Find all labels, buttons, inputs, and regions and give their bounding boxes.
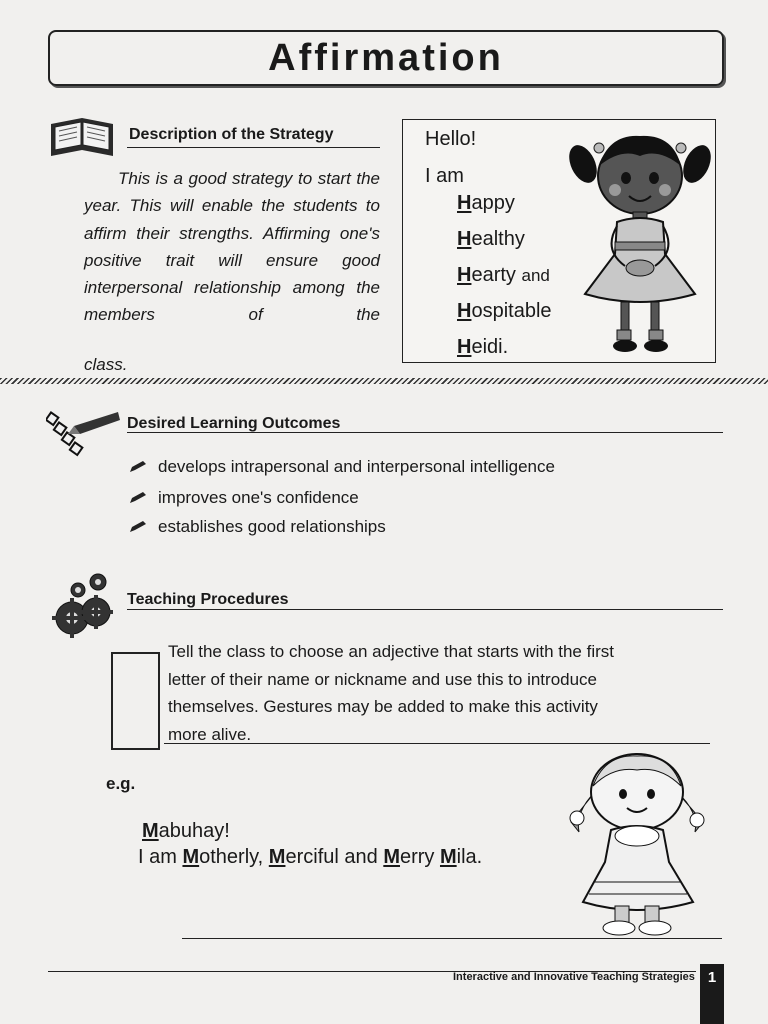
procedure-line: themselves. Gestures may be added to make this activity [168, 697, 598, 716]
procedure-rule [164, 743, 710, 744]
title-box [48, 30, 724, 86]
hello-intro: I am [425, 165, 464, 187]
procedures-rule [127, 609, 723, 610]
hello-word-heidi [457, 336, 508, 359]
hello-word-initial: H [457, 336, 472, 358]
step-box [111, 652, 160, 750]
procedure-line: Tell the class to choose an adjective that starts with the first [168, 642, 614, 661]
outcome-item [128, 457, 555, 477]
page-number: 1 [700, 964, 724, 1024]
checklist-pencil-icon [46, 404, 122, 466]
description-heading: Description of the Strategy [129, 126, 334, 143]
girl-illustration [569, 126, 713, 358]
example-label: e.g. [106, 774, 136, 793]
open-book-icon [49, 116, 115, 160]
example-rest: erciful and [285, 846, 384, 868]
outcomes-rule [127, 432, 723, 433]
example-rest: otherly, [199, 846, 269, 868]
description-last-word: class. [84, 355, 128, 374]
hello-word-initial: H [457, 192, 472, 214]
example-rest: ila. [456, 846, 483, 868]
description-body: This is a good strategy to start the year. This will enable the students to affirm their strengths. Affirming one's positive trait will ensure good interpersonal relationship among the members of the [84, 169, 380, 325]
description-text [84, 165, 380, 329]
outcome-item [128, 488, 359, 508]
pencil-icon [128, 491, 148, 505]
example-line-1 [142, 820, 230, 843]
outcomes-heading: Desired Learning Outcomes [127, 415, 341, 432]
section-divider [0, 378, 768, 384]
example-initial: M [268, 846, 286, 868]
outcome-text: improves one's confidence [158, 488, 359, 507]
hello-word-rest: appy [471, 192, 515, 214]
example-line-2 [138, 846, 482, 869]
example-initial: M [142, 820, 159, 842]
hello-word-hospitable [457, 300, 552, 323]
hello-word-rest: eidi. [471, 336, 509, 358]
hello-word-rest: ospitable [471, 300, 552, 322]
gears-icon [52, 572, 118, 640]
procedure-text [168, 638, 698, 748]
hello-word-rest: earty [471, 264, 516, 286]
example-bottom-rule [182, 938, 722, 939]
outcome-text: develops intrapersonal and interpersonal intelligence [158, 457, 555, 476]
pencil-icon [128, 460, 148, 474]
example-prefix: I am [138, 846, 183, 868]
outcome-text: establishes good relationships [158, 517, 386, 536]
example-initial: M [439, 846, 457, 868]
hello-word-initial: H [457, 228, 472, 250]
hello-word-rest: ealthy [471, 228, 525, 250]
hello-greeting: Hello! [425, 128, 477, 150]
example-rest: abuhay! [158, 820, 230, 842]
hello-word-happy [457, 192, 515, 215]
description-rule [127, 147, 380, 148]
example-initial: M [182, 846, 200, 868]
page-title: Affirmation [268, 36, 504, 79]
hello-word-initial: H [457, 300, 472, 322]
pencil-icon [128, 520, 148, 534]
outcome-item [128, 517, 386, 537]
hello-word-initial: H [457, 264, 472, 286]
procedure-line: letter of their name or nickname and use this to introduce [168, 669, 598, 689]
hello-word-and: and [521, 266, 550, 285]
example-initial: M [383, 846, 400, 868]
footer-title: Interactive and Innovative Teaching Strategies [453, 971, 695, 983]
hello-box [402, 119, 716, 363]
second-girl-illustration [565, 752, 710, 938]
hello-word-hearty [457, 264, 550, 287]
procedures-heading: Teaching Procedures [127, 591, 289, 608]
procedure-line: more alive. [168, 724, 252, 744]
hello-word-healthy [457, 228, 525, 251]
example-rest: erry [399, 846, 440, 868]
